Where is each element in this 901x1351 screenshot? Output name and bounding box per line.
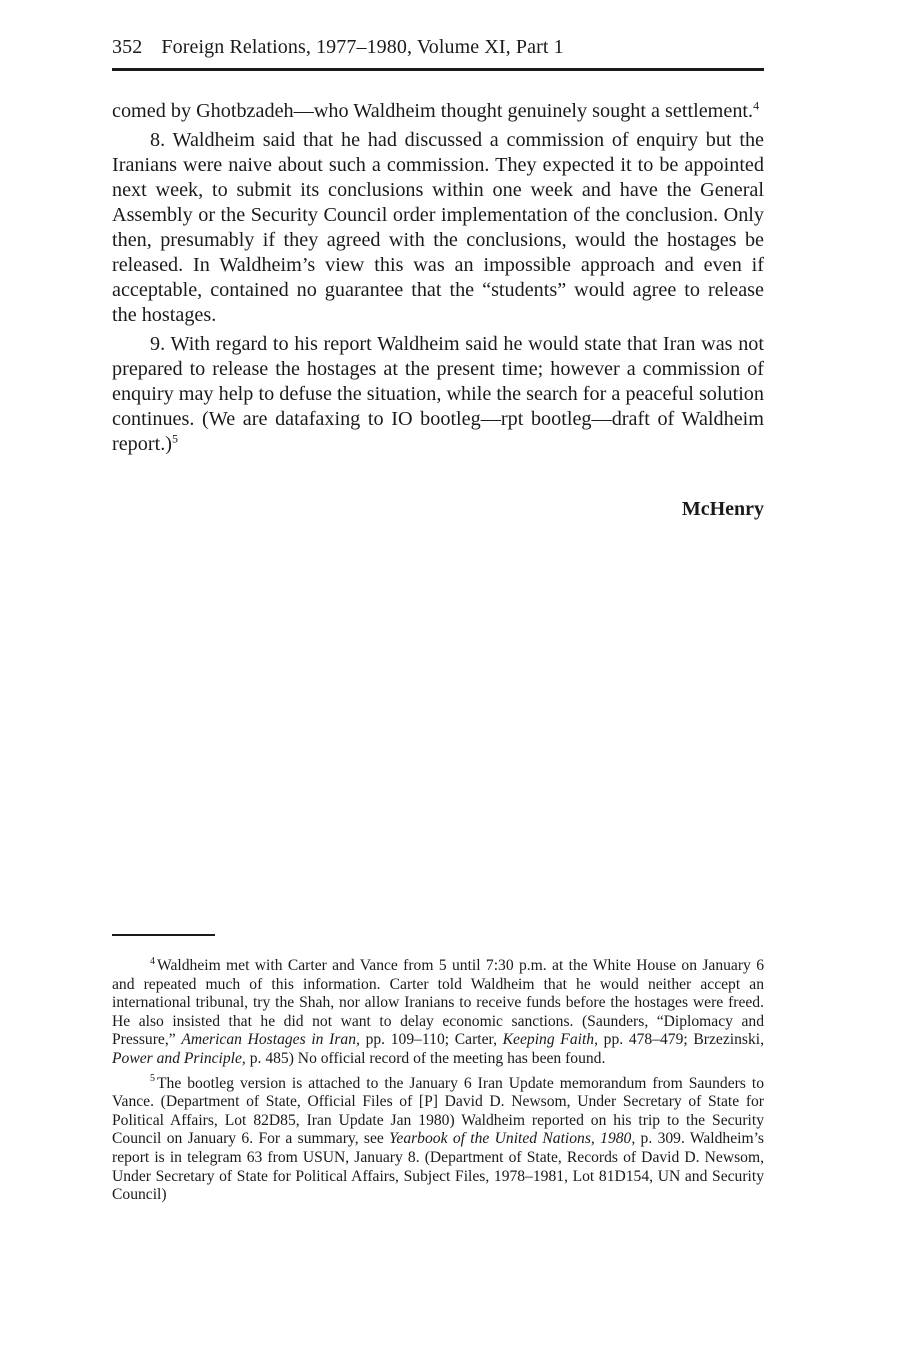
header-rule	[112, 68, 764, 71]
body-text	[112, 99, 764, 461]
paragraph-continued	[112, 99, 764, 124]
footnote-5-number: 5	[150, 1073, 155, 1085]
paragraph-8	[112, 128, 764, 328]
volume-title: Foreign Relations, 1977–1980, Volume XI, Part 1	[161, 36, 564, 58]
footnote-4-text-4: p. 485) No official record of the meeting has been found.	[245, 1049, 606, 1067]
footnote-4-text-2: pp. 109–110; Carter,	[359, 1031, 503, 1049]
page-number: 352	[112, 36, 143, 58]
running-head	[112, 36, 764, 59]
footnote-4-text-3: pp. 478–479; Brzezinski,	[597, 1031, 764, 1049]
footnote-5-title-1: Yearbook of the United Nations, 1980,	[389, 1130, 636, 1148]
footnote-4-number: 4	[150, 955, 155, 967]
paragraph-8-text: 8. Waldheim said that he had discussed a commission of enquiry but the Iranians were naive about such a commission. They expected it to be appointed next week, to submit its conclusions within one week and have the General Assembly or the Security Council order implementation of the conclusion. Only then, presumably if they agreed with the conclusions, would the hostages be released. In Waldheim’s view this was an impossible approach and even if acceptable, contained no guarantee that the “students” would agree to release the hostages.	[112, 129, 764, 326]
paragraph-continued-text: comed by Ghotbzadeh—who Waldheim thought genuinely sought a settlement.	[112, 100, 754, 122]
footnote-4-title-2: Keeping Faith,	[502, 1031, 598, 1049]
footnote-4-text-1: Waldheim met with Carter and Vance from 5 until 7:30 p.m. at the White House on January 6 and repeated much of this information. Carter told Waldheim that he would neither accept an international tribunal, try the Shah, nor allow Iranians to receive funds before the hostages were freed. He also insisted that he did not want to delay economic sanctions. (Saunders, “Diplomacy and Pressure,”	[112, 957, 764, 1049]
footnote-5-text-1: The bootleg version is attached to the January 6 Iran Update memorandum from Saunders to Vance. (Department of State, Official Files of [P] David D. Newsom, Under Secretary of State for Political Affairs, Lot 82D85, Iran Update Jan 1980) Waldheim reported on his trip to the Security Council on January 6. For a summary, see	[112, 1074, 764, 1148]
footnote-4	[112, 957, 764, 1069]
footnotes	[112, 957, 764, 1211]
footnote-ref-4: 4	[753, 98, 760, 113]
paragraph-9	[112, 332, 764, 457]
paragraph-9-text: 9. With regard to his report Waldheim said he would state that Iran was not prepared to release the hostages at the present time; however a commission of enquiry may help to defuse the situation, while the search for a peaceful solution continues. (We are datafaxing to IO bootleg—rpt bootleg—draft of Waldheim report.)	[112, 333, 764, 455]
footnote-ref-5: 5	[171, 431, 178, 446]
footnote-5-text-2: p. 309. Waldheim’s report is in telegram 63 from USUN, January 8. (Department of State, Records of David D. Newsom, Under Secretary of State for Political Affairs, Subject Files, 1978–1981, Lot 81D154, UN and Security Council)	[112, 1130, 765, 1204]
footnote-rule	[112, 934, 215, 936]
footnote-4-title-1: American Hostages in Iran,	[181, 1031, 360, 1049]
signature: McHenry	[681, 498, 764, 520]
footnote-5	[112, 1075, 764, 1205]
footnote-4-title-3: Power and Principle,	[112, 1049, 246, 1067]
